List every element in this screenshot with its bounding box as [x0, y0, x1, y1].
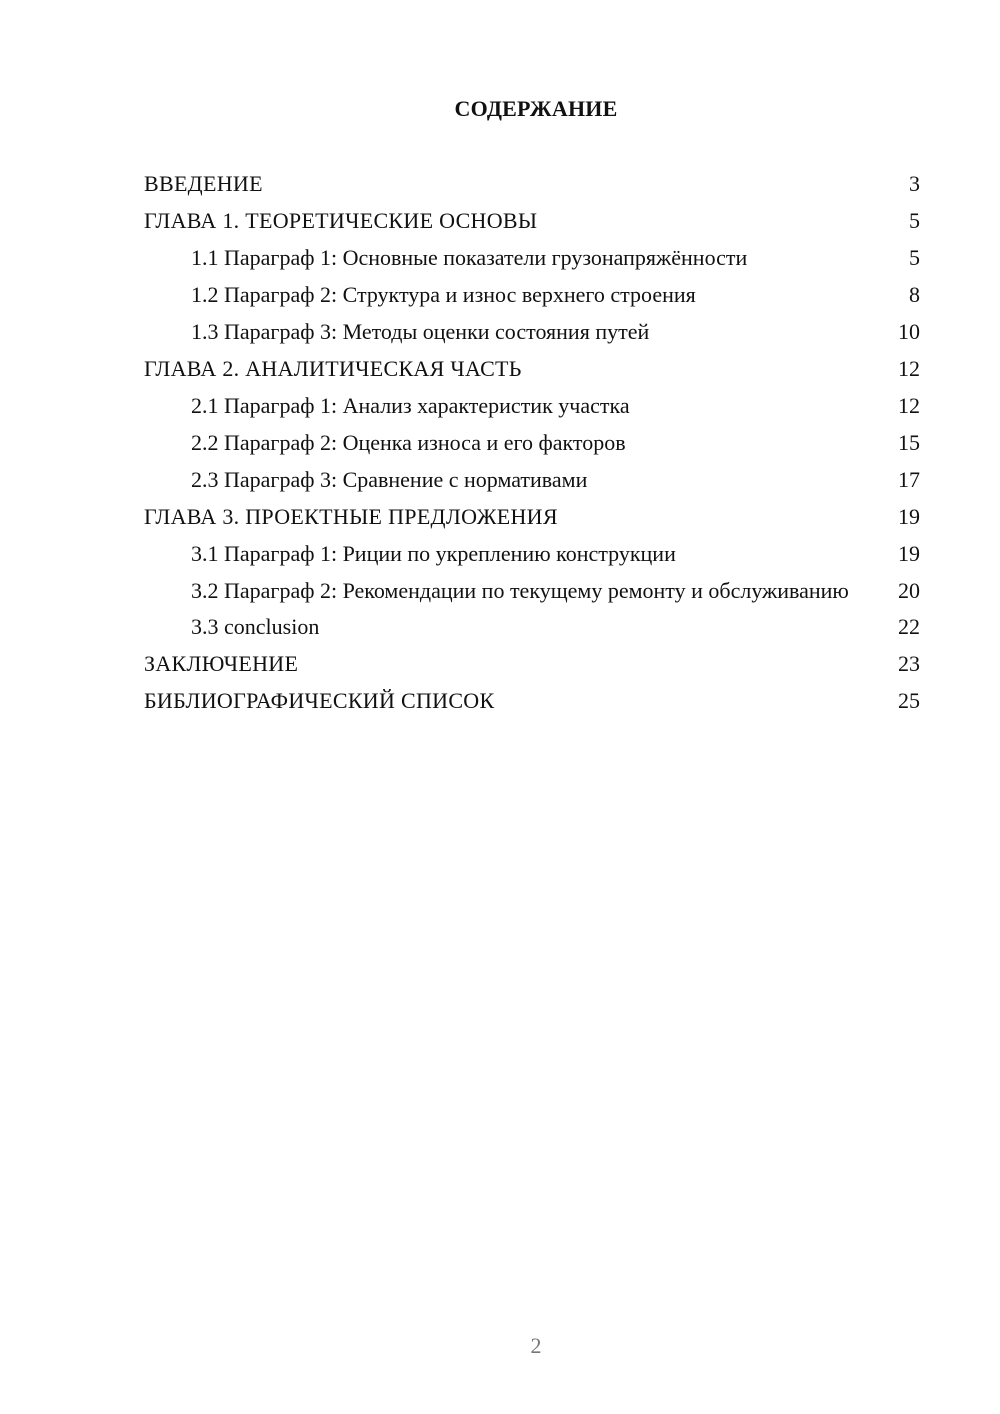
toc-entry-section-2-1 — [144, 392, 920, 419]
toc-title-text: СОДЕРЖАНИЕ — [454, 96, 618, 121]
toc-entry-label: 1.3 Параграф 3: Методы оценки состояния путей — [191, 319, 650, 344]
toc-entry-label: ГЛАВА 3. ПРОЕКТНЫЕ ПРЕДЛОЖЕНИЯ — [144, 504, 558, 529]
toc-entry-bibliography — [144, 687, 920, 714]
toc-entry-page: 20 — [898, 578, 920, 603]
toc-entry-chapter-1 — [144, 207, 920, 234]
toc-entry-page: 15 — [898, 430, 920, 455]
toc-entry-page: 22 — [898, 614, 920, 639]
toc-entry-chapter-2 — [144, 355, 920, 382]
toc-entry-page: 25 — [898, 688, 920, 713]
toc-entry-page: 12 — [898, 393, 920, 418]
toc-entry-section-3-2 — [144, 577, 920, 604]
toc-entry-label: ВВЕДЕНИЕ — [144, 171, 263, 196]
toc-entry-section-3-3 — [144, 613, 920, 640]
toc-entry-label: 1.1 Параграф 1: Основные показатели грузонапряжённости — [191, 245, 748, 270]
toc-entry-section-1-3 — [144, 318, 920, 345]
toc-entry-label: ГЛАВА 1. ТЕОРЕТИЧЕСКИЕ ОСНОВЫ — [144, 208, 538, 233]
toc-entry-conclusion — [144, 650, 920, 677]
page-title — [0, 96, 1000, 122]
toc-entry-label: 1.2 Параграф 2: Структура и износ верхнего строения — [191, 282, 696, 307]
toc-entry-label: 3.3 conclusion — [191, 614, 320, 639]
table-of-contents — [144, 170, 920, 724]
toc-entry-page: 19 — [898, 541, 920, 566]
toc-entry-section-2-2 — [144, 429, 920, 456]
toc-entry-page: 12 — [898, 356, 920, 381]
toc-entry-label: ГЛАВА 2. АНАЛИТИЧЕСКАЯ ЧАСТЬ — [144, 356, 522, 381]
toc-entry-page: 3 — [909, 171, 920, 196]
toc-entry-label: 3.1 Параграф 1: Риции по укреплению конструкции — [191, 541, 676, 566]
toc-entry-label: 2.2 Параграф 2: Оценка износа и его факторов — [191, 430, 626, 455]
toc-entry-label: БИБЛИОГРАФИЧЕСКИЙ СПИСОК — [144, 688, 495, 713]
toc-entry-section-1-1 — [144, 244, 920, 271]
toc-entry-introduction — [144, 170, 920, 197]
toc-entry-page: 10 — [898, 319, 920, 344]
toc-entry-page: 5 — [909, 208, 920, 233]
toc-entry-section-3-1 — [144, 540, 920, 567]
toc-entry-page: 17 — [898, 467, 920, 492]
page-number: 2 — [530, 1333, 542, 1358]
toc-entry-section-1-2 — [144, 281, 920, 308]
toc-entry-page: 23 — [898, 651, 920, 676]
toc-entry-page: 5 — [909, 245, 920, 270]
toc-entry-label: 2.3 Параграф 3: Сравнение с нормативами — [191, 467, 588, 492]
toc-entry-page: 8 — [909, 282, 920, 307]
toc-entry-page: 19 — [898, 504, 920, 529]
toc-entry-label: 3.2 Параграф 2: Рекомендации по текущему ремонту и обслуживанию — [191, 578, 849, 603]
toc-entry-section-2-3 — [144, 466, 920, 493]
toc-entry-label: ЗАКЛЮЧЕНИЕ — [144, 651, 299, 676]
toc-entry-chapter-3 — [144, 503, 920, 530]
toc-entry-label: 2.1 Параграф 1: Анализ характеристик участка — [191, 393, 630, 418]
